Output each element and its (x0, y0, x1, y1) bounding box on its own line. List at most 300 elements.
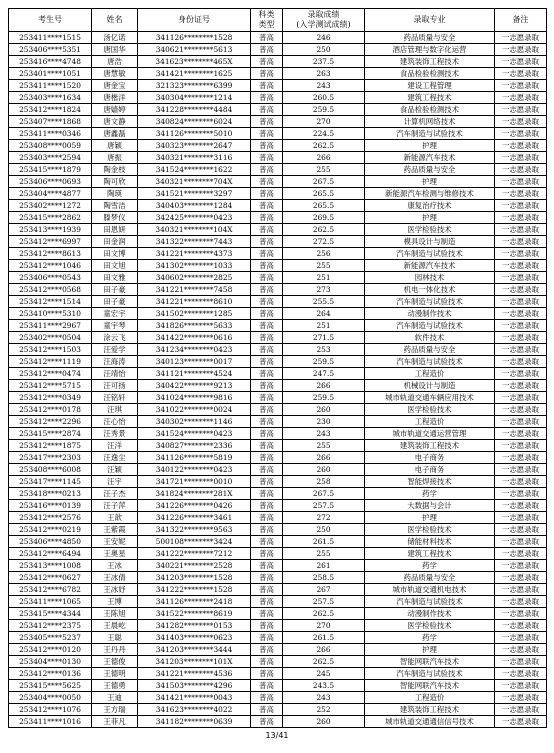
cell-remark: 一志愿录取 (495, 392, 547, 404)
header-exam-id: 考生号 (9, 9, 92, 32)
cell-exam-id: 253415****2874 (9, 428, 92, 440)
cell-major: 建设工程管理 (365, 80, 495, 92)
cell-score: 273 (283, 284, 365, 296)
cell-major: 机械设计与制造 (365, 380, 495, 392)
cell-exam-id: 253411****1065 (9, 596, 92, 608)
cell-id-number: 341422********0616 (138, 332, 251, 344)
cell-name: 汪子萍 (92, 500, 138, 512)
cell-name: 唐楷洋 (92, 92, 138, 104)
cell-score: 262.5 (283, 140, 365, 152)
cell-category: 普高 (251, 644, 283, 656)
table-row (9, 584, 547, 596)
cell-major: 大数据与会计 (365, 500, 495, 512)
cell-category: 普高 (251, 488, 283, 500)
cell-name: 唐振 (92, 152, 138, 164)
cell-remark: 一志愿录取 (495, 344, 547, 356)
cell-exam-id: 253412****2375 (9, 620, 92, 632)
cell-name: 王博 (92, 596, 138, 608)
cell-exam-id: 253412****0349 (9, 392, 92, 404)
cell-major: 新能源汽车技术 (365, 152, 495, 164)
cell-category: 普高 (251, 152, 283, 164)
cell-name: 汪洋 (92, 440, 138, 452)
cell-id-number: 321323********6399 (138, 80, 251, 92)
cell-id-number: 341302********1033 (138, 260, 251, 272)
cell-remark: 一志愿录取 (495, 476, 547, 488)
cell-exam-id: 253404****0050 (9, 692, 92, 704)
table-row (9, 284, 547, 296)
cell-id-number: 341203********1528 (138, 572, 251, 584)
cell-score: 267.5 (283, 488, 365, 500)
cell-exam-id: 253412****1119 (9, 356, 92, 368)
cell-score: 243.5 (283, 680, 365, 692)
table-header (9, 9, 547, 32)
cell-category: 普高 (251, 80, 283, 92)
cell-name: 汪逸尘 (92, 452, 138, 464)
cell-id-number: 340621********5613 (138, 44, 251, 56)
cell-remark: 一志愿录取 (495, 32, 547, 44)
cell-exam-id: 253411****0346 (9, 128, 92, 140)
cell-name: 田文旭 (92, 260, 138, 272)
cell-exam-id: 253418****0213 (9, 488, 92, 500)
cell-exam-id: 253412****5715 (9, 380, 92, 392)
cell-name: 汪颖 (92, 464, 138, 476)
cell-name: 王安妮 (92, 536, 138, 548)
cell-remark: 一志愿录取 (495, 608, 547, 620)
cell-major: 食品检验检测技术 (365, 68, 495, 80)
cell-exam-id: 253406****0543 (9, 272, 92, 284)
cell-name: 陶金枝 (92, 164, 138, 176)
cell-exam-id: 253412****6997 (9, 236, 92, 248)
table-row (9, 236, 547, 248)
cell-score: 250 (283, 44, 365, 56)
cell-id-number: 341524********0423 (138, 428, 251, 440)
cell-exam-id: 253404****0130 (9, 656, 92, 668)
cell-name: 王德俊 (92, 656, 138, 668)
cell-score: 260 (283, 404, 365, 416)
cell-name: 汪铭轩 (92, 392, 138, 404)
cell-exam-id: 253412****8613 (9, 248, 92, 260)
table-row (9, 404, 547, 416)
cell-id-number: 341502********1285 (138, 308, 251, 320)
cell-id-number: 341126********5010 (138, 128, 251, 140)
cell-id-number: 340602********2825 (138, 272, 251, 284)
cell-exam-id: 253411****2967 (9, 320, 92, 332)
cell-id-number: 340827********2336 (138, 440, 251, 452)
cell-category: 普高 (251, 500, 283, 512)
cell-name: 王德勇 (92, 680, 138, 692)
table-row (9, 356, 547, 368)
cell-category: 普高 (251, 212, 283, 224)
cell-remark: 一志愿录取 (495, 416, 547, 428)
cell-category: 普高 (251, 140, 283, 152)
cell-category: 普高 (251, 716, 283, 728)
cell-major: 汽车制造与试验技术 (365, 128, 495, 140)
cell-score: 247.5 (283, 368, 365, 380)
table-row (9, 296, 547, 308)
cell-major: 食品检验检测技术 (365, 104, 495, 116)
cell-remark: 一志愿录取 (495, 188, 547, 200)
cell-remark: 一志愿录取 (495, 320, 547, 332)
cell-major: 计算机网络技术 (365, 116, 495, 128)
cell-remark: 一志愿录取 (495, 620, 547, 632)
table-row (9, 320, 547, 332)
cell-remark: 一志愿录取 (495, 104, 547, 116)
cell-name: 王陈旭 (92, 608, 138, 620)
table-row (9, 104, 547, 116)
cell-id-number: 341126********5819 (138, 452, 251, 464)
cell-score: 260.5 (283, 92, 365, 104)
cell-category: 普高 (251, 68, 283, 80)
table-row (9, 608, 547, 620)
cell-category: 普高 (251, 392, 283, 404)
cell-remark: 一志愿录取 (495, 80, 547, 92)
cell-category: 普高 (251, 164, 283, 176)
cell-remark: 一志愿录取 (495, 452, 547, 464)
cell-category: 普高 (251, 32, 283, 44)
cell-name: 汪秀景 (92, 428, 138, 440)
table-row (9, 188, 547, 200)
cell-major: 城市轨道交通通信信号技术 (365, 716, 495, 728)
cell-major: 医学检验技术 (365, 404, 495, 416)
cell-name: 田恩妍 (92, 224, 138, 236)
cell-id-number: 340824********6024 (138, 116, 251, 128)
cell-exam-id: 253412****0178 (9, 404, 92, 416)
table-row (9, 92, 547, 104)
table-row (9, 560, 547, 572)
header-row (9, 9, 547, 32)
cell-score: 267 (283, 584, 365, 596)
cell-id-number: 341221********4373 (138, 248, 251, 260)
cell-score: 261.5 (283, 536, 365, 548)
cell-exam-id: 253412****0568 (9, 284, 92, 296)
table-row (9, 380, 547, 392)
cell-id-number: 341126********1528 (138, 32, 251, 44)
cell-remark: 一志愿录取 (495, 224, 547, 236)
table-row (9, 512, 547, 524)
table-row (9, 704, 547, 716)
cell-remark: 一志愿录取 (495, 524, 547, 536)
cell-category: 普高 (251, 224, 283, 236)
cell-name: 汪可扬 (92, 380, 138, 392)
cell-name: 汪爱学 (92, 344, 138, 356)
cell-id-number: 340302********1146 (138, 416, 251, 428)
cell-id-number: 341521********3297 (138, 188, 251, 200)
cell-remark: 一志愿录取 (495, 560, 547, 572)
cell-major: 软件技术 (365, 332, 495, 344)
cell-id-number: 341226********3461 (138, 512, 251, 524)
table-row (9, 524, 547, 536)
cell-name: 汪宇 (92, 476, 138, 488)
cell-score: 269.5 (283, 212, 365, 224)
cell-score: 260 (283, 716, 365, 728)
cell-major: 园林技术 (365, 272, 495, 284)
cell-score: 258 (283, 476, 365, 488)
cell-remark: 一志愿录取 (495, 440, 547, 452)
cell-exam-id: 253417****1145 (9, 476, 92, 488)
table-row (9, 116, 547, 128)
cell-name: 陶雪洁 (92, 200, 138, 212)
cell-remark: 一志愿录取 (495, 356, 547, 368)
table-row (9, 308, 547, 320)
table-row (9, 68, 547, 80)
table-row (9, 224, 547, 236)
cell-name: 王紫霞 (92, 524, 138, 536)
cell-exam-id: 253417****2303 (9, 452, 92, 464)
cell-category: 普高 (251, 332, 283, 344)
cell-category: 普高 (251, 104, 283, 116)
cell-major: 护理 (365, 140, 495, 152)
cell-major: 药品质量与安全 (365, 32, 495, 44)
cell-id-number: 341226********0426 (138, 500, 251, 512)
cell-name: 王德明 (92, 668, 138, 680)
cell-name: 陶瑛 (92, 188, 138, 200)
table-row (9, 80, 547, 92)
cell-id-number: 340321********704X (138, 176, 251, 188)
cell-score: 253 (283, 344, 365, 356)
cell-category: 普高 (251, 56, 283, 68)
cell-name: 王方瑞 (92, 704, 138, 716)
cell-exam-id: 253412****1503 (9, 344, 92, 356)
cell-remark: 一志愿录取 (495, 368, 547, 380)
cell-remark: 一志愿录取 (495, 92, 547, 104)
header-id-number: 身份证号 (138, 9, 251, 32)
table-row (9, 32, 547, 44)
cell-category: 普高 (251, 608, 283, 620)
cell-id-number: 340122********0423 (138, 464, 251, 476)
table-row (9, 536, 547, 548)
cell-score: 272 (283, 512, 365, 524)
table-row (9, 464, 547, 476)
cell-exam-id: 253411****1016 (9, 716, 92, 728)
cell-id-number: 341403********0623 (138, 632, 251, 644)
cell-category: 普高 (251, 560, 283, 572)
cell-score: 257.5 (283, 596, 365, 608)
cell-score: 245 (283, 668, 365, 680)
cell-id-number: 341022********0024 (138, 404, 251, 416)
cell-name: 唐慧敏 (92, 68, 138, 80)
cell-score: 264 (283, 308, 365, 320)
cell-id-number: 342425********0423 (138, 212, 251, 224)
cell-id-number: 340321********3116 (138, 152, 251, 164)
table-row (9, 620, 547, 632)
cell-name: 唐浩 (92, 56, 138, 68)
cell-id-number: 341222********7212 (138, 548, 251, 560)
cell-score: 251 (283, 272, 365, 284)
cell-category: 普高 (251, 344, 283, 356)
cell-exam-id: 253406****4850 (9, 536, 92, 548)
cell-score: 266 (283, 380, 365, 392)
cell-id-number: 341222********1528 (138, 584, 251, 596)
cell-remark: 一志愿录取 (495, 512, 547, 524)
cell-name: 王歆 (92, 512, 138, 524)
table-row (9, 428, 547, 440)
cell-major: 汽车制造与试验技术 (365, 248, 495, 260)
table-row (9, 668, 547, 680)
cell-major: 医学检验技术 (365, 620, 495, 632)
cell-name: 王冰倩 (92, 572, 138, 584)
cell-name: 王晨屹 (92, 620, 138, 632)
cell-name: 田子豪 (92, 284, 138, 296)
cell-exam-id: 253412****0120 (9, 644, 92, 656)
cell-remark: 一志愿录取 (495, 692, 547, 704)
cell-major: 智能焊接技术 (365, 476, 495, 488)
cell-id-number: 340422********9213 (138, 380, 251, 392)
cell-remark: 一志愿录取 (495, 632, 547, 644)
table-row (9, 656, 547, 668)
cell-exam-id: 253403****1634 (9, 92, 92, 104)
cell-score: 243 (283, 80, 365, 92)
cell-name: 唐国华 (92, 44, 138, 56)
cell-id-number: 340321********104X (138, 224, 251, 236)
header-major: 录取专业 (365, 9, 495, 32)
cell-remark: 一志愿录取 (495, 668, 547, 680)
cell-score: 256 (283, 248, 365, 260)
cell-score: 255 (283, 440, 365, 452)
cell-category: 普高 (251, 428, 283, 440)
cell-major: 建筑工程技术 (365, 548, 495, 560)
cell-name: 汪海涛 (92, 356, 138, 368)
cell-major: 机电一体化技术 (365, 284, 495, 296)
cell-major: 动漫制作技术 (365, 608, 495, 620)
cell-score: 255.5 (283, 296, 365, 308)
cell-exam-id: 253410****5310 (9, 308, 92, 320)
cell-remark: 一志愿录取 (495, 56, 547, 68)
cell-id-number: 340304********1214 (138, 92, 251, 104)
cell-name: 童宏宇 (92, 308, 138, 320)
cell-score: 266 (283, 644, 365, 656)
cell-id-number: 340123********0017 (138, 356, 251, 368)
cell-exam-id: 253402****0504 (9, 332, 92, 344)
cell-id-number: 341221********4536 (138, 668, 251, 680)
cell-major: 护理 (365, 212, 495, 224)
cell-major: 护理 (365, 176, 495, 188)
cell-category: 普高 (251, 284, 283, 296)
cell-major: 储能材料技术 (365, 536, 495, 548)
cell-major: 城市轨道交通车辆应用技术 (365, 392, 495, 404)
cell-id-number: 341024********9816 (138, 392, 251, 404)
table-row (9, 500, 547, 512)
cell-score: 266 (283, 452, 365, 464)
cell-score: 251 (283, 320, 365, 332)
cell-id-number: 341182********0639 (138, 716, 251, 728)
table-row (9, 392, 547, 404)
cell-major: 药学 (365, 560, 495, 572)
cell-exam-id: 253416****0139 (9, 500, 92, 512)
cell-remark: 一志愿录取 (495, 500, 547, 512)
cell-major: 汽车制造与试验技术 (365, 596, 495, 608)
cell-major: 药学 (365, 488, 495, 500)
cell-remark: 一志愿录取 (495, 176, 547, 188)
cell-exam-id: 253412****0219 (9, 524, 92, 536)
cell-category: 普高 (251, 548, 283, 560)
cell-remark: 一志愿录取 (495, 128, 547, 140)
cell-name: 唐颖 (92, 140, 138, 152)
cell-category: 普高 (251, 524, 283, 536)
cell-exam-id: 253403****2594 (9, 152, 92, 164)
cell-major: 药品质量与安全 (365, 344, 495, 356)
header-category: 科类 类型 (251, 9, 283, 32)
cell-exam-id: 253412****2576 (9, 512, 92, 524)
cell-exam-id: 253412****0136 (9, 668, 92, 680)
cell-id-number: 341126********2418 (138, 596, 251, 608)
cell-remark: 一志愿录取 (495, 464, 547, 476)
cell-remark: 一志愿录取 (495, 284, 547, 296)
cell-exam-id: 253401****1051 (9, 68, 92, 80)
cell-category: 普高 (251, 656, 283, 668)
cell-name: 王冰妤 (92, 584, 138, 596)
cell-category: 普高 (251, 380, 283, 392)
cell-exam-id: 253415****5625 (9, 680, 92, 692)
cell-category: 普高 (251, 308, 283, 320)
cell-exam-id: 253412****6494 (9, 548, 92, 560)
cell-id-number: 340403********1284 (138, 200, 251, 212)
cell-id-number: 341524********1622 (138, 164, 251, 176)
cell-remark: 一志愿录取 (495, 296, 547, 308)
cell-category: 普高 (251, 356, 283, 368)
cell-remark: 一志愿录取 (495, 308, 547, 320)
cell-remark: 一志愿录取 (495, 332, 547, 344)
cell-score: 271.5 (283, 332, 365, 344)
cell-name: 滕梦仪 (92, 212, 138, 224)
table-row (9, 368, 547, 380)
cell-remark: 一志愿录取 (495, 596, 547, 608)
table-row (9, 548, 547, 560)
cell-id-number: 341221********7458 (138, 284, 251, 296)
cell-score: 255 (283, 548, 365, 560)
cell-name: 唐金宝 (92, 80, 138, 92)
cell-major: 建筑装饰工程技术 (365, 56, 495, 68)
cell-major: 新能源汽车技术 (365, 260, 495, 272)
cell-name: 汪靖怡 (92, 368, 138, 380)
cell-score: 270 (283, 620, 365, 632)
cell-category: 普高 (251, 248, 283, 260)
cell-remark: 一志愿录取 (495, 536, 547, 548)
cell-remark: 一志愿录取 (495, 236, 547, 248)
cell-major: 城市轨道交通运营管理 (365, 428, 495, 440)
cell-name: 王奥星 (92, 548, 138, 560)
cell-name: 田金润 (92, 236, 138, 248)
cell-major: 护理 (365, 644, 495, 656)
cell-score: 265.5 (283, 200, 365, 212)
cell-remark: 一志愿录取 (495, 656, 547, 668)
cell-category: 普高 (251, 596, 283, 608)
cell-category: 普高 (251, 44, 283, 56)
cell-major: 汽车制造与试验技术 (365, 296, 495, 308)
cell-remark: 一志愿录取 (495, 116, 547, 128)
cell-exam-id: 253412****2296 (9, 416, 92, 428)
table-row (9, 632, 547, 644)
cell-score: 266 (283, 152, 365, 164)
cell-major: 智能网联汽车技术 (365, 680, 495, 692)
cell-name: 王丹丹 (92, 644, 138, 656)
cell-category: 普高 (251, 320, 283, 332)
cell-remark: 一志愿录取 (495, 260, 547, 272)
cell-category: 普高 (251, 188, 283, 200)
cell-remark: 一志愿录取 (495, 428, 547, 440)
cell-id-number: 341503********4296 (138, 680, 251, 692)
cell-category: 普高 (251, 680, 283, 692)
cell-category: 普高 (251, 464, 283, 476)
cell-category: 普高 (251, 128, 283, 140)
cell-exam-id: 253404****4877 (9, 188, 92, 200)
cell-major: 新能源汽车检测与维修技术 (365, 188, 495, 200)
table-row (9, 212, 547, 224)
table-body (9, 32, 547, 728)
cell-category: 普高 (251, 584, 283, 596)
cell-remark: 一志愿录取 (495, 164, 547, 176)
cell-exam-id: 253412****1514 (9, 296, 92, 308)
cell-category: 普高 (251, 260, 283, 272)
